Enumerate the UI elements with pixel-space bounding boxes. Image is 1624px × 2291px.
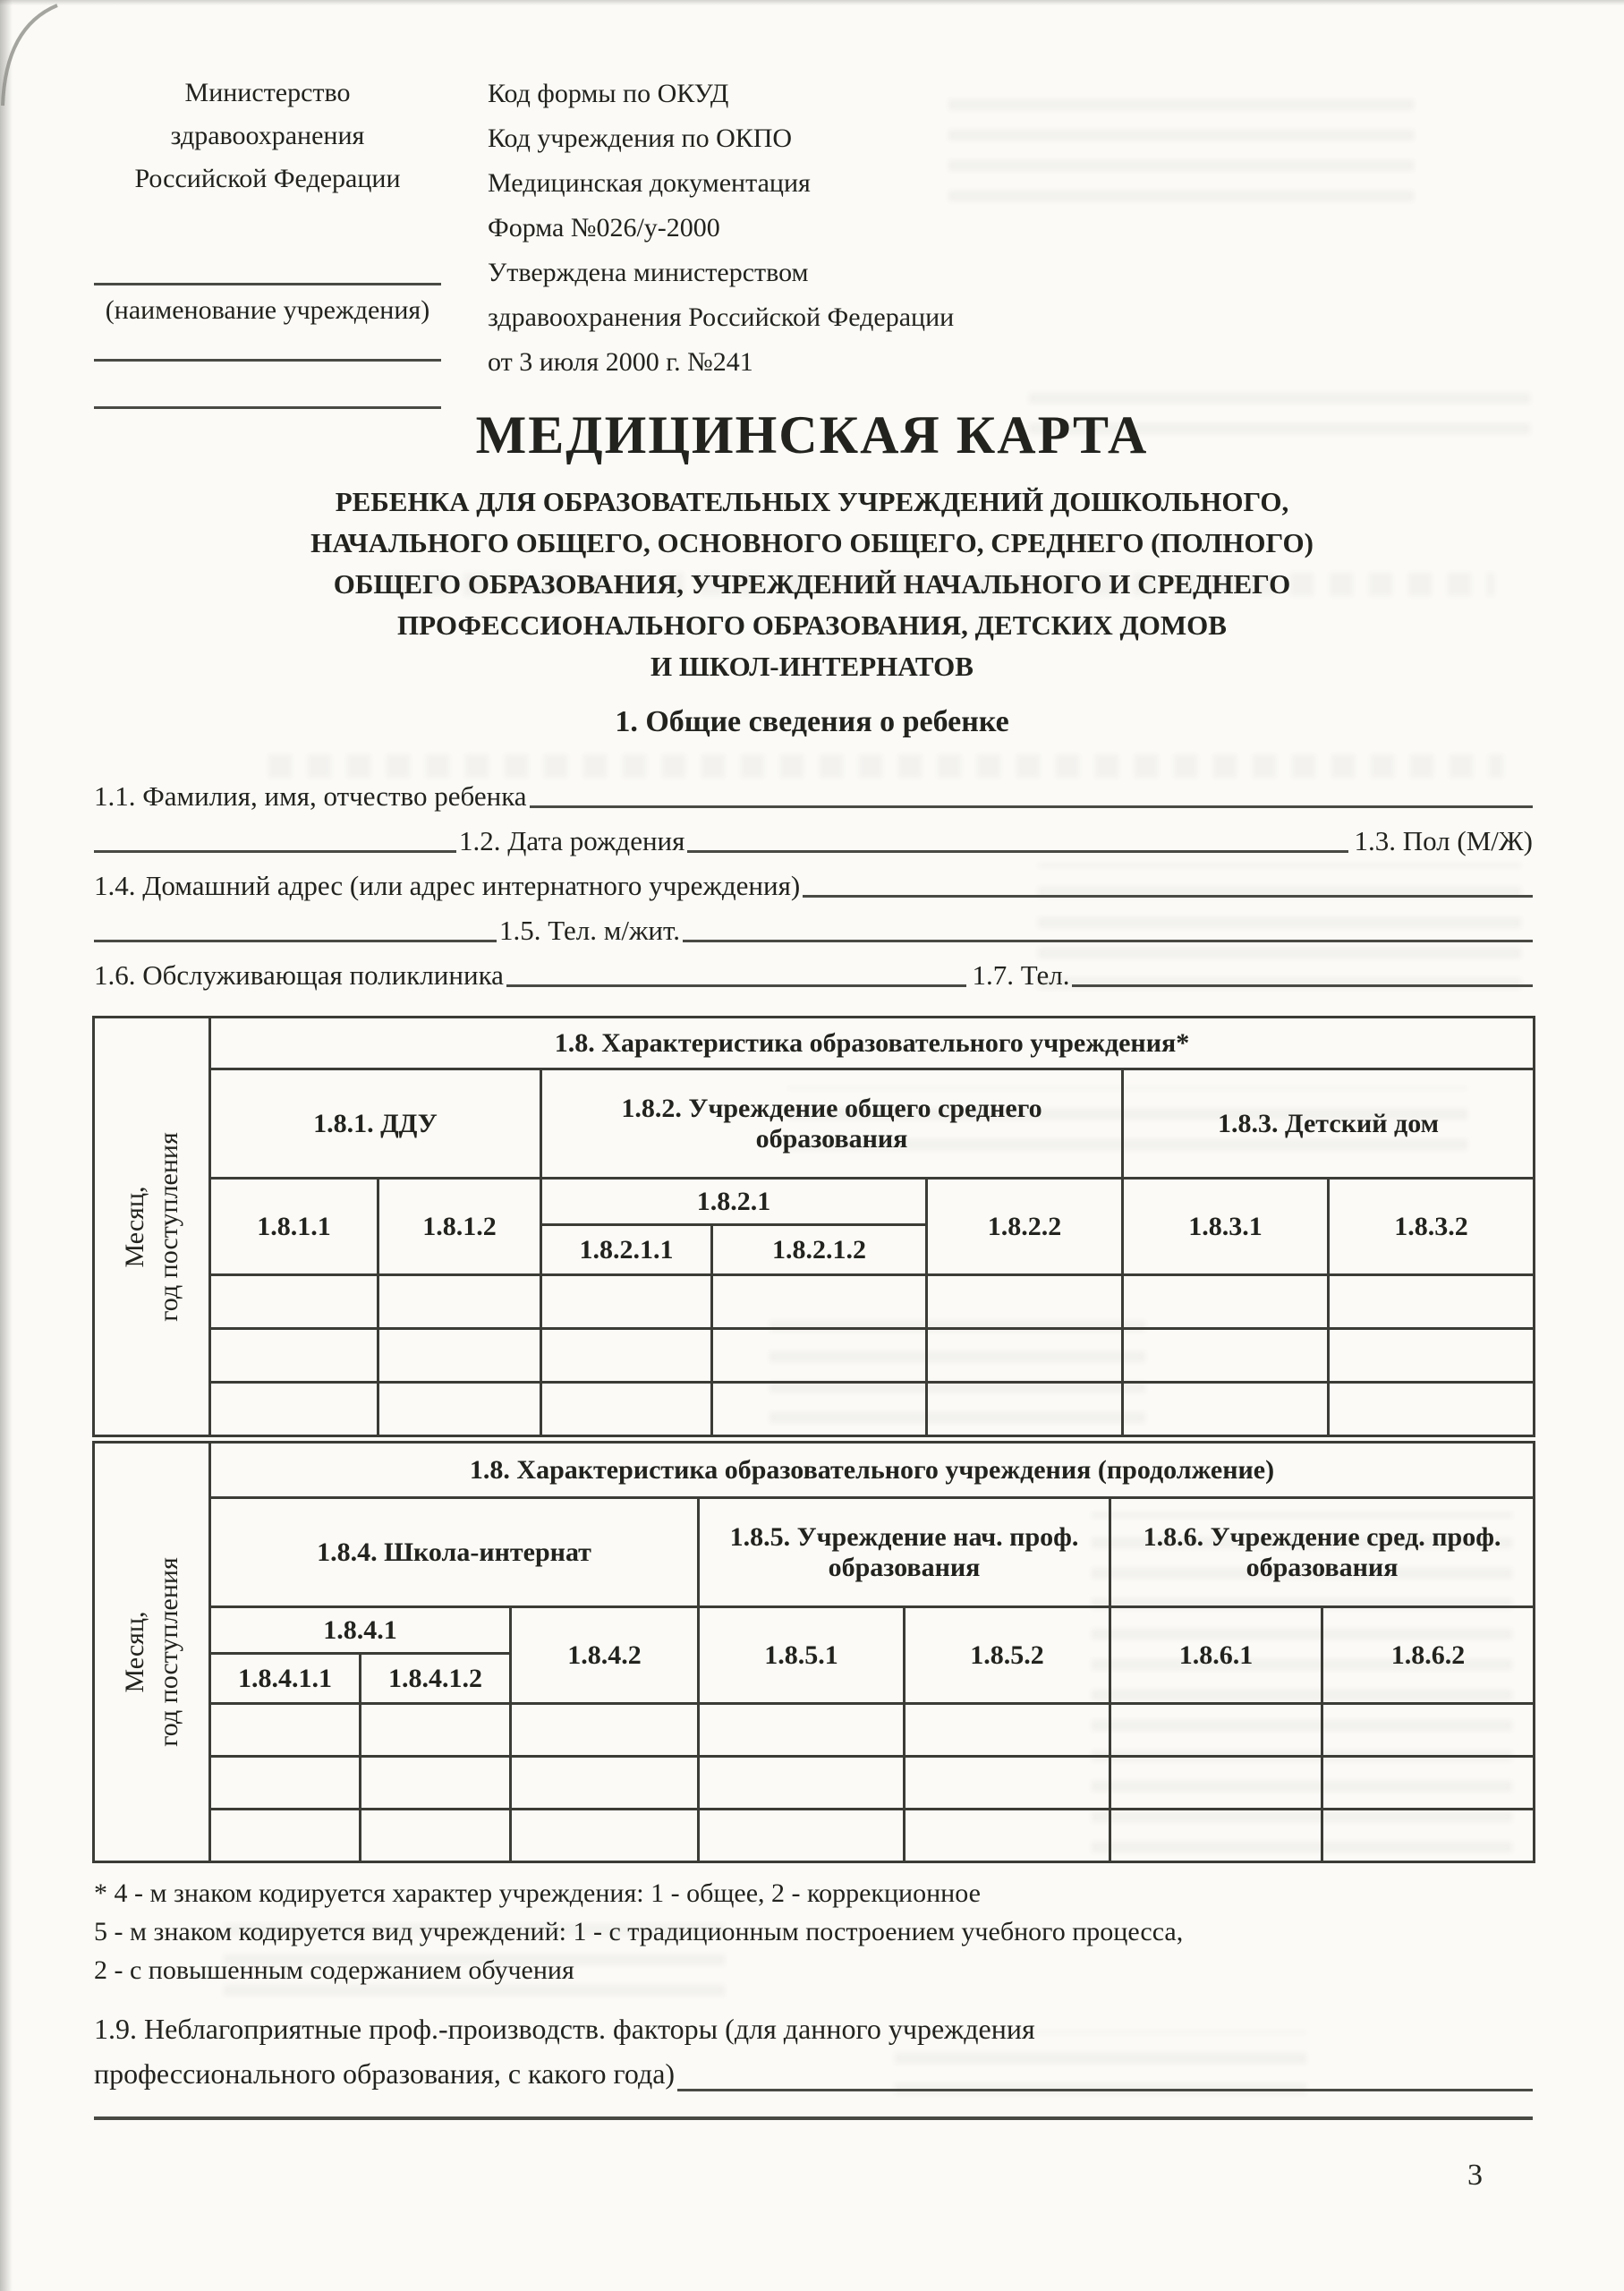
table1-empty-cell [927, 1275, 1123, 1329]
table2-empty-cell [699, 1810, 905, 1862]
table2-empty-cell [1110, 1810, 1322, 1862]
vertical-label-line2: год поступления [153, 1557, 183, 1747]
ministry-name-line2: Российской Федерации [134, 164, 401, 193]
field-1-6-blank-line [506, 984, 967, 987]
table2-group-secondary-prof: 1.8.6. Учреждение сред. проф. образования [1110, 1498, 1535, 1607]
field-1-9-row2 [94, 2051, 1533, 2096]
section1-fields [94, 768, 1533, 992]
table1-empty-cell [378, 1383, 541, 1436]
field-1-9-blank-line [677, 2089, 1533, 2091]
institution-name-line [94, 283, 441, 285]
field-1-2-label: 1.2. Дата рождения [459, 825, 685, 856]
table2-empty-cell [905, 1704, 1110, 1757]
table2-empty-cell [1322, 1704, 1535, 1757]
field-1-5-blank-line [683, 940, 1533, 942]
table1-cell-1-8-2-1: 1.8.2.1 [541, 1179, 927, 1225]
footnote-line: 5 - м знаком кодируется вид учреждений: 1 - с традиционным построением учебного процесса, [94, 1917, 1184, 1946]
table1-empty-cell [541, 1275, 712, 1329]
document-subtitle [0, 481, 1624, 687]
table2-empty-cell [210, 1810, 361, 1862]
table1-empty-cell [927, 1383, 1123, 1436]
scan-edge-shadow [0, 0, 13, 2291]
subtitle-line: И ШКОЛ-ИНТЕРНАТОВ [650, 651, 974, 682]
approval-date-label: от 3 июля 2000 г. №241 [488, 347, 753, 377]
table2-cell-1-8-5-2: 1.8.5.2 [905, 1607, 1110, 1704]
field-row-child-name [94, 768, 1533, 813]
table2-empty-cell [361, 1810, 511, 1862]
table2-empty-cell [905, 1757, 1110, 1810]
table2-title: 1.8. Характеристика образовательного учреждения (продолжение) [210, 1443, 1535, 1498]
approved-by-line1: Утверждена министерством [488, 258, 809, 287]
field-1-9-continuation-line [94, 2116, 1533, 2120]
section1-heading: 1. Общие сведения о ребенке [615, 705, 1009, 738]
table1-group-ddu: 1.8.1. ДДУ [210, 1069, 541, 1179]
table2-empty-cell [511, 1704, 699, 1757]
footnote-line: 2 - с повышенным содержанием обучения [94, 1955, 574, 1985]
table1-empty-cell [210, 1383, 378, 1436]
table1-cell-1-8-2-1-1: 1.8.2.1.1 [541, 1225, 712, 1275]
approved-by-line2: здравоохранения Российской Федерации [488, 302, 955, 332]
table1-empty-cell [1123, 1329, 1329, 1383]
table1-cell-1-8-2-1-2: 1.8.2.1.2 [712, 1225, 927, 1275]
ministry-name-line1: Министерство здравоохранения [170, 78, 365, 150]
table2-empty-cell [210, 1757, 361, 1810]
field-1-7-label: 1.7. Тел. [972, 959, 1070, 991]
field-1-7-blank-line [1072, 984, 1533, 987]
field-row-polyclinic [94, 947, 1533, 992]
medical-doc-label: Медицинская документация [488, 168, 811, 198]
table1-cell-1-8-3-1: 1.8.3.1 [1123, 1179, 1329, 1275]
table2-cell-1-8-4-1-2: 1.8.4.1.2 [361, 1654, 511, 1704]
table1-title: 1.8. Характеристика образовательного учреждения* [210, 1018, 1535, 1069]
table1-group-secondary-education: 1.8.2. Учреждение общего среднего образования [541, 1069, 1123, 1179]
table-footnote [94, 1874, 1533, 1989]
subtitle-line: ОБЩЕГО ОБРАЗОВАНИЯ, УЧРЕЖДЕНИЙ НАЧАЛЬНОГО И СРЕДНЕГО [333, 568, 1291, 600]
table2-cell-1-8-4-2: 1.8.4.2 [511, 1607, 699, 1704]
table2-empty-cell [1322, 1757, 1535, 1810]
table2-empty-cell [1110, 1757, 1322, 1810]
table1-empty-cell [712, 1329, 927, 1383]
okud-code-label: Код формы по ОКУД [488, 79, 729, 108]
table1-cell-1-8-1-1: 1.8.1.1 [210, 1179, 378, 1275]
field-1-6-label: 1.6. Обслуживающая поликлиника [94, 959, 504, 991]
field-1-9-label-line2: профессионального образования, с какого года) [94, 2057, 676, 2090]
table2-cell-1-8-5-1: 1.8.5.1 [699, 1607, 905, 1704]
table1-row-label-month-year [94, 1018, 210, 1436]
table2-group-primary-prof: 1.8.5. Учреждение нач. проф. образования [699, 1498, 1110, 1607]
table1-empty-cell [1329, 1383, 1535, 1436]
table2-empty-cell [699, 1757, 905, 1810]
form-number-label: Форма №026/у-2000 [488, 213, 720, 243]
table1-cell-1-8-2-2: 1.8.2.2 [927, 1179, 1123, 1275]
page-number: 3 [1467, 2159, 1483, 2192]
vertical-label-line1: Месяц, [119, 1185, 149, 1268]
table2-row-label-month-year [94, 1443, 210, 1862]
header-issuer-block [94, 72, 441, 409]
table1-empty-cell [541, 1329, 712, 1383]
table2-cell-1-8-4-1-1: 1.8.4.1.1 [210, 1654, 361, 1704]
table1-empty-cell [712, 1383, 927, 1436]
field-1-9-label-line1: 1.9. Неблагоприятные проф.-производств. факторы (для данного учреждения [94, 2013, 1035, 2045]
page-corner-curl [0, 0, 81, 107]
footnote-line: * 4 - м знаком кодируется характер учреждения: 1 - общее, 2 - коррекционное [94, 1878, 981, 1908]
field-1-1-continuation-line [94, 850, 456, 853]
table2-cell-1-8-4-1: 1.8.4.1 [210, 1607, 511, 1654]
table1-empty-cell [1329, 1275, 1535, 1329]
field-1-1-label: 1.1. Фамилия, имя, отчество ребенка [94, 780, 527, 812]
table2-cell-1-8-6-2: 1.8.6.2 [1322, 1607, 1535, 1704]
table1-empty-cell [1123, 1383, 1329, 1436]
field-1-3-label: 1.3. Пол (М/Ж) [1354, 825, 1533, 856]
table2-empty-cell [1110, 1704, 1322, 1757]
field-row-home-address [94, 857, 1533, 902]
subtitle-line: ПРОФЕССИОНАЛЬНОГО ОБРАЗОВАНИЯ, ДЕТСКИХ ДОМОВ [397, 609, 1227, 641]
table1-empty-cell [927, 1329, 1123, 1383]
table1-empty-cell [210, 1329, 378, 1383]
field-row-phone [94, 902, 1533, 947]
subtitle-line: РЕБЕНКА ДЛЯ ОБРАЗОВАТЕЛЬНЫХ УЧРЕЖДЕНИЙ ДОШКОЛЬНОГО, [335, 486, 1289, 517]
table2-empty-cell [1322, 1810, 1535, 1862]
blank-line [94, 359, 441, 362]
table2-empty-cell [699, 1704, 905, 1757]
vertical-label-line2: год поступления [153, 1131, 183, 1322]
table1-group-orphanage: 1.8.3. Детский дом [1123, 1069, 1535, 1179]
table2-empty-cell [511, 1757, 699, 1810]
table2-group-boarding-school: 1.8.4. Школа-интернат [210, 1498, 699, 1607]
table-1-8-institution-characteristic-continued [92, 1441, 1535, 1863]
document-title: МЕДИЦИНСКАЯ КАРТА [475, 405, 1149, 464]
scan-edge-shadow-top [0, 0, 1624, 5]
field-1-4-continuation-line [94, 940, 497, 942]
field-1-5-label: 1.5. Тел. м/жит. [499, 915, 680, 946]
table2-empty-cell [905, 1810, 1110, 1862]
field-1-2-blank-line [687, 850, 1348, 853]
field-1-9-block [94, 2006, 1533, 2096]
table1-empty-cell [378, 1275, 541, 1329]
table1-empty-cell [210, 1275, 378, 1329]
table1-empty-cell [378, 1329, 541, 1383]
table2-cell-1-8-6-1: 1.8.6.1 [1110, 1607, 1322, 1704]
table1-empty-cell [712, 1275, 927, 1329]
table1-empty-cell [541, 1383, 712, 1436]
field-1-1-blank-line [530, 805, 1533, 808]
table2-empty-cell [361, 1757, 511, 1810]
header-form-codes-block [488, 72, 1096, 385]
table2-empty-cell [361, 1704, 511, 1757]
field-1-4-blank-line [803, 895, 1533, 898]
table1-empty-cell [1329, 1329, 1535, 1383]
table1-empty-cell [1123, 1275, 1329, 1329]
institution-name-caption: (наименование учреждения) [105, 295, 430, 325]
subtitle-line: НАЧАЛЬНОГО ОБЩЕГО, ОСНОВНОГО ОБЩЕГО, СРЕДНЕГО (ПОЛНОГО) [310, 527, 1314, 558]
table1-cell-1-8-3-2: 1.8.3.2 [1329, 1179, 1535, 1275]
table2-empty-cell [210, 1704, 361, 1757]
table1-cell-1-8-1-2: 1.8.1.2 [378, 1179, 541, 1275]
okpo-code-label: Код учреждения по ОКПО [488, 123, 793, 153]
field-row-birthdate-sex [94, 813, 1533, 857]
field-1-4-label: 1.4. Домашний адрес (или адрес интернатного учреждения) [94, 870, 801, 901]
table2-empty-cell [511, 1810, 699, 1862]
vertical-label-line1: Месяц, [119, 1611, 149, 1693]
table-1-8-institution-characteristic [92, 1016, 1535, 1437]
